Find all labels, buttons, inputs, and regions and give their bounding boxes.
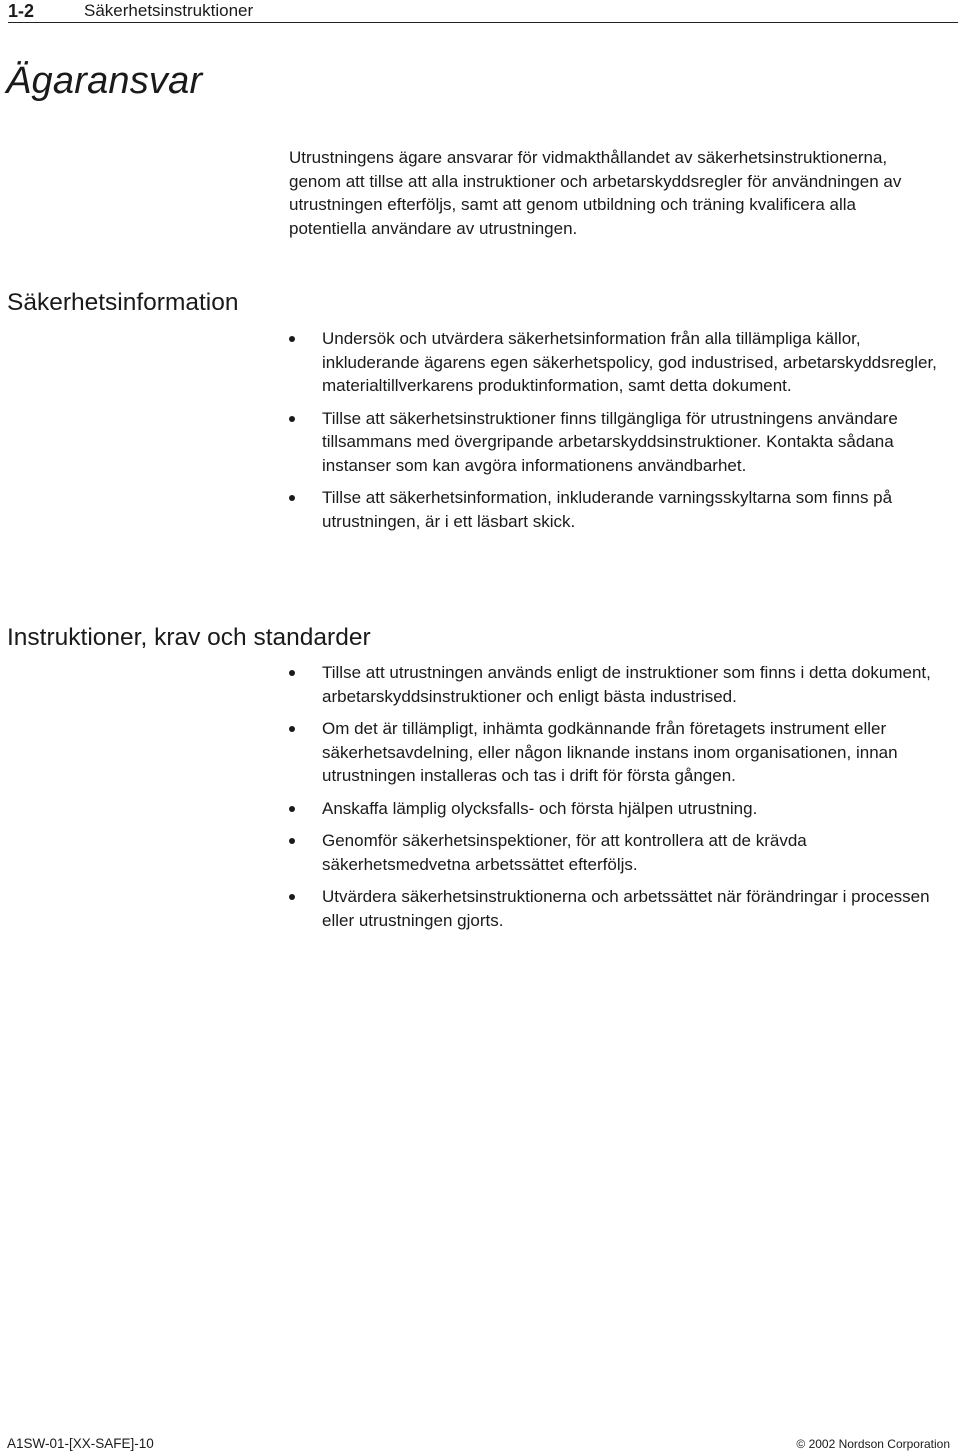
list-item — [289, 797, 939, 821]
copyright-notice: © 2002 Nordson Corporation — [796, 1437, 950, 1451]
list-item — [289, 661, 939, 708]
list-item — [289, 885, 939, 932]
bullet-icon — [289, 726, 295, 732]
list-item-text: Anskaffa lämplig olycksfalls- och första hjälpen utrustning. — [322, 798, 758, 818]
document-id: A1SW-01-[XX-SAFE]-10 — [7, 1436, 154, 1451]
page-number: 1-2 — [8, 1, 35, 21]
bullet-icon — [289, 336, 295, 342]
instructions-list — [289, 661, 939, 932]
list-item-text: Om det är tillämpligt, inhämta godkännande från företagets instrument eller säkerhetsavdelning, eller någon liknande instans inom organisationen, innan utrustningen installeras och tas i drift för första gången. — [322, 719, 898, 785]
section-heading-instruktioner: Instruktioner, krav och standarder — [7, 624, 371, 651]
list-item — [289, 407, 939, 478]
safety-info-list — [289, 327, 939, 533]
intro-paragraph: Utrustningens ägare ansvarar för vidmakthållandet av säkerhetsinstruktionerna, genom att tillse att alla instruktioner och arbetarskyddsregler för användningen av utrustningen efterföljs, samt att genom utbildning och träning kvalificera alla potentiella användare av utrustningen. — [289, 148, 902, 238]
page-header — [8, 0, 958, 23]
list-item-text: Tillse att säkerhetsinformation, inkluderande varningsskyltarna som finns på utrustningen, är i ett läsbart skick. — [322, 488, 893, 531]
list-item-text: Genomför säkerhetsinspektioner, för att kontrollera att de krävda säkerhetsmedvetna arbetssättet efterföljs. — [322, 831, 807, 874]
list-item — [289, 486, 939, 533]
bullet-icon — [289, 838, 295, 844]
bullet-icon — [289, 495, 295, 501]
bullet-icon — [289, 806, 295, 812]
bullet-icon — [289, 670, 295, 676]
list-item — [289, 829, 939, 876]
section-heading-sakerhetsinformation: Säkerhetsinformation — [7, 289, 239, 316]
running-title: Säkerhetsinstruktioner — [84, 1, 254, 20]
bullet-icon — [289, 894, 295, 900]
list-item — [289, 717, 939, 788]
list-item-text: Undersök och utvärdera säkerhetsinformation från alla tillämpliga källor, inkluderande ägarens egen säkerhetspolicy, god industrised, arbetarskyddsregler, materialtillverkarens produktinformation, samt detta dokument. — [322, 329, 937, 395]
page-title: Ägaransvar — [6, 60, 203, 102]
list-item-text: Tillse att säkerhetsinstruktioner finns tillgängliga för utrustningens användare tillsammans med övergripande arbetarskyddsinstruktioner. Kontakta sådana instanser som kan avgöra informationens användbarhet. — [322, 408, 898, 475]
list-item-text: Tillse att utrustningen används enligt de instruktioner som finns i detta dokument, arbetarskyddsinstruktioner och enligt bästa industrised. — [322, 663, 931, 706]
list-item-text: Utvärdera säkerhetsinstruktionerna och arbetssättet när förändringar i processen eller utrustningen gjorts. — [322, 887, 930, 930]
bullet-icon — [289, 416, 295, 422]
list-item — [289, 327, 939, 398]
